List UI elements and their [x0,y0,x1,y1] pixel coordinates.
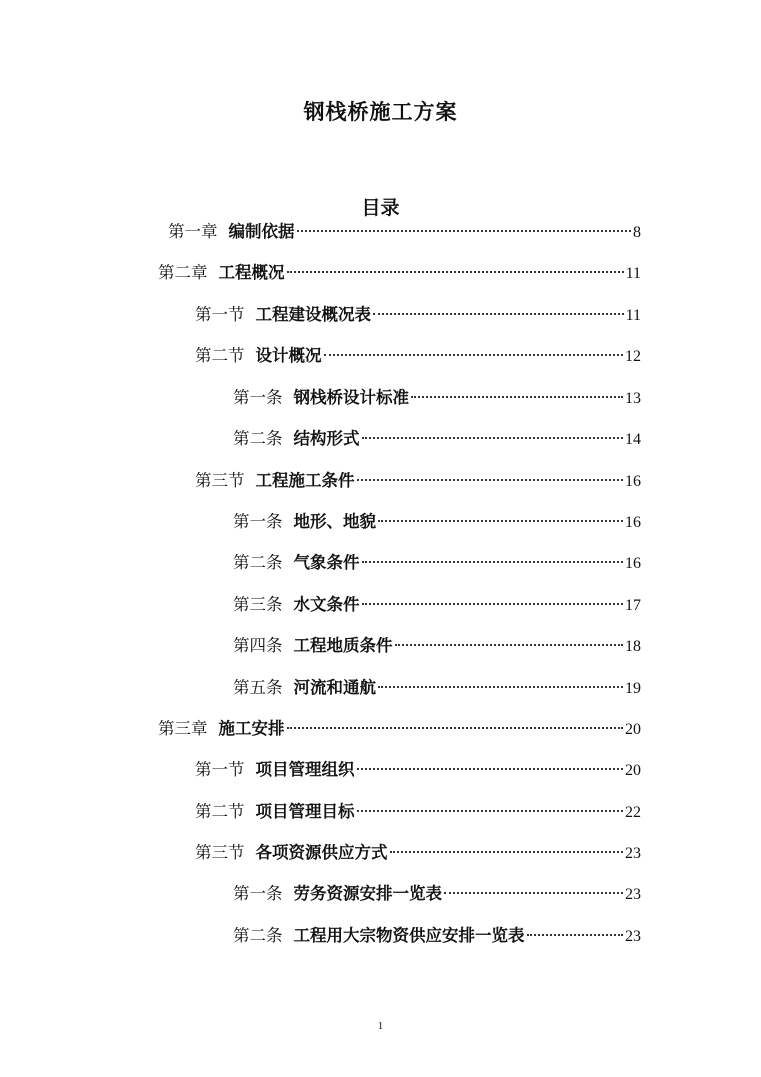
toc-leader-dots [362,561,624,563]
toc-entry-title: 工程建设概况表 [255,305,371,324]
toc-entry-title: 气象条件 [293,553,360,572]
toc-leader-dots [357,479,624,481]
toc-entry-title: 项目管理目标 [255,802,355,821]
toc-entry[interactable] [233,386,641,410]
toc-leader-dots [362,603,624,605]
toc-entry-title: 编制依据 [228,222,295,241]
toc-entry-page: 20 [625,762,641,779]
toc-entry-page: 20 [625,721,641,738]
toc-entry[interactable] [158,717,641,741]
toc-entry-number: 第一条 [233,388,283,407]
toc-entry-number: 第二节 [195,802,245,821]
toc-entry[interactable] [233,634,641,658]
toc-entry-number: 第一节 [195,305,245,324]
toc-entry-page: 12 [625,348,641,365]
toc-entry[interactable] [168,220,641,244]
toc-leader-dots [357,810,624,812]
toc-entry[interactable] [233,593,641,617]
toc-entry-number: 第二条 [233,429,283,448]
toc-entry-page: 18 [625,638,641,655]
toc-entry-title: 地形、地貌 [293,512,376,531]
toc-entry-title: 工程概况 [218,263,285,282]
toc-entry-page: 23 [625,845,641,862]
toc-entry-page: 23 [625,886,641,903]
toc-leader-dots [395,644,624,646]
toc-entry-number: 第二章 [158,263,208,282]
toc-entry[interactable] [233,924,641,948]
toc-entry-title: 设计概况 [255,346,322,365]
toc-entry-title: 工程地质条件 [293,636,393,655]
toc-entry-page: 19 [625,680,641,697]
toc-entry[interactable] [195,303,641,327]
toc-entry-page: 17 [625,597,641,614]
document-title: 钢栈桥施工方案 [303,100,458,124]
toc-leader-dots [357,768,624,770]
toc-entry-page: 16 [625,555,641,572]
toc-entry-number: 第三章 [158,719,208,738]
toc-entry-number: 第二节 [195,346,245,365]
toc-entry[interactable] [195,758,641,782]
toc-entry[interactable] [195,344,641,368]
toc-entry-title: 项目管理组织 [255,760,355,779]
toc-entry-title: 结构形式 [293,429,360,448]
toc-leader-dots [444,892,623,894]
toc-entry-title: 水文条件 [293,595,360,614]
toc-entry-number: 第一章 [168,222,218,241]
toc-entry[interactable] [233,882,641,906]
toc-heading: 目录 [361,197,400,219]
toc-entry-page: 8 [633,224,641,241]
toc-entry[interactable] [233,676,641,700]
toc-leader-dots [390,851,624,853]
toc-entry-number: 第四条 [233,636,283,655]
toc-entry-page: 14 [625,431,641,448]
toc-entry-title: 河流和通航 [293,678,376,697]
toc-leader-dots [378,520,623,522]
toc-entry-page: 23 [625,928,641,945]
toc-entry[interactable] [195,841,641,865]
toc-leader-dots [287,727,624,729]
toc-leader-dots [362,437,624,439]
toc-entry-title: 工程施工条件 [255,471,355,490]
toc-entry-number: 第三节 [195,471,245,490]
toc-entry[interactable] [158,261,641,285]
toc-leader-dots [527,934,624,936]
toc-entry-number: 第一条 [233,884,283,903]
toc-entry-number: 第三节 [195,843,245,862]
toc-entry[interactable] [233,510,641,534]
toc-leader-dots [297,230,632,232]
toc-entry-page: 22 [625,804,641,821]
toc-entry-number: 第一节 [195,760,245,779]
toc-entry-number: 第五条 [233,678,283,697]
toc-entry-title: 工程用大宗物资供应安排一览表 [293,926,525,945]
toc-leader-dots [411,396,623,398]
toc-entry[interactable] [195,800,641,824]
toc-entry-title: 劳务资源安排一览表 [293,884,442,903]
toc-entry[interactable] [233,427,641,451]
toc-entry-title: 钢栈桥设计标准 [293,388,409,407]
toc-leader-dots [373,313,624,315]
toc-entry-number: 第一条 [233,512,283,531]
toc-entry[interactable] [195,469,641,493]
toc-entry-title: 施工安排 [218,719,285,738]
toc-entry-page: 16 [625,514,641,531]
toc-entry-page: 11 [625,307,641,324]
toc-entry-page: 11 [625,265,641,282]
toc-entry-number: 第二条 [233,553,283,572]
toc-leader-dots [324,354,624,356]
toc-entry-title: 各项资源供应方式 [255,843,388,862]
toc-leader-dots [378,686,623,688]
toc-entry[interactable] [233,551,641,575]
toc-entry-number: 第二条 [233,926,283,945]
page-number: 1 [377,1020,384,1032]
toc-entry-number: 第三条 [233,595,283,614]
toc-entry-page: 16 [625,473,641,490]
toc-entry-page: 13 [625,390,641,407]
toc-leader-dots [287,271,624,273]
